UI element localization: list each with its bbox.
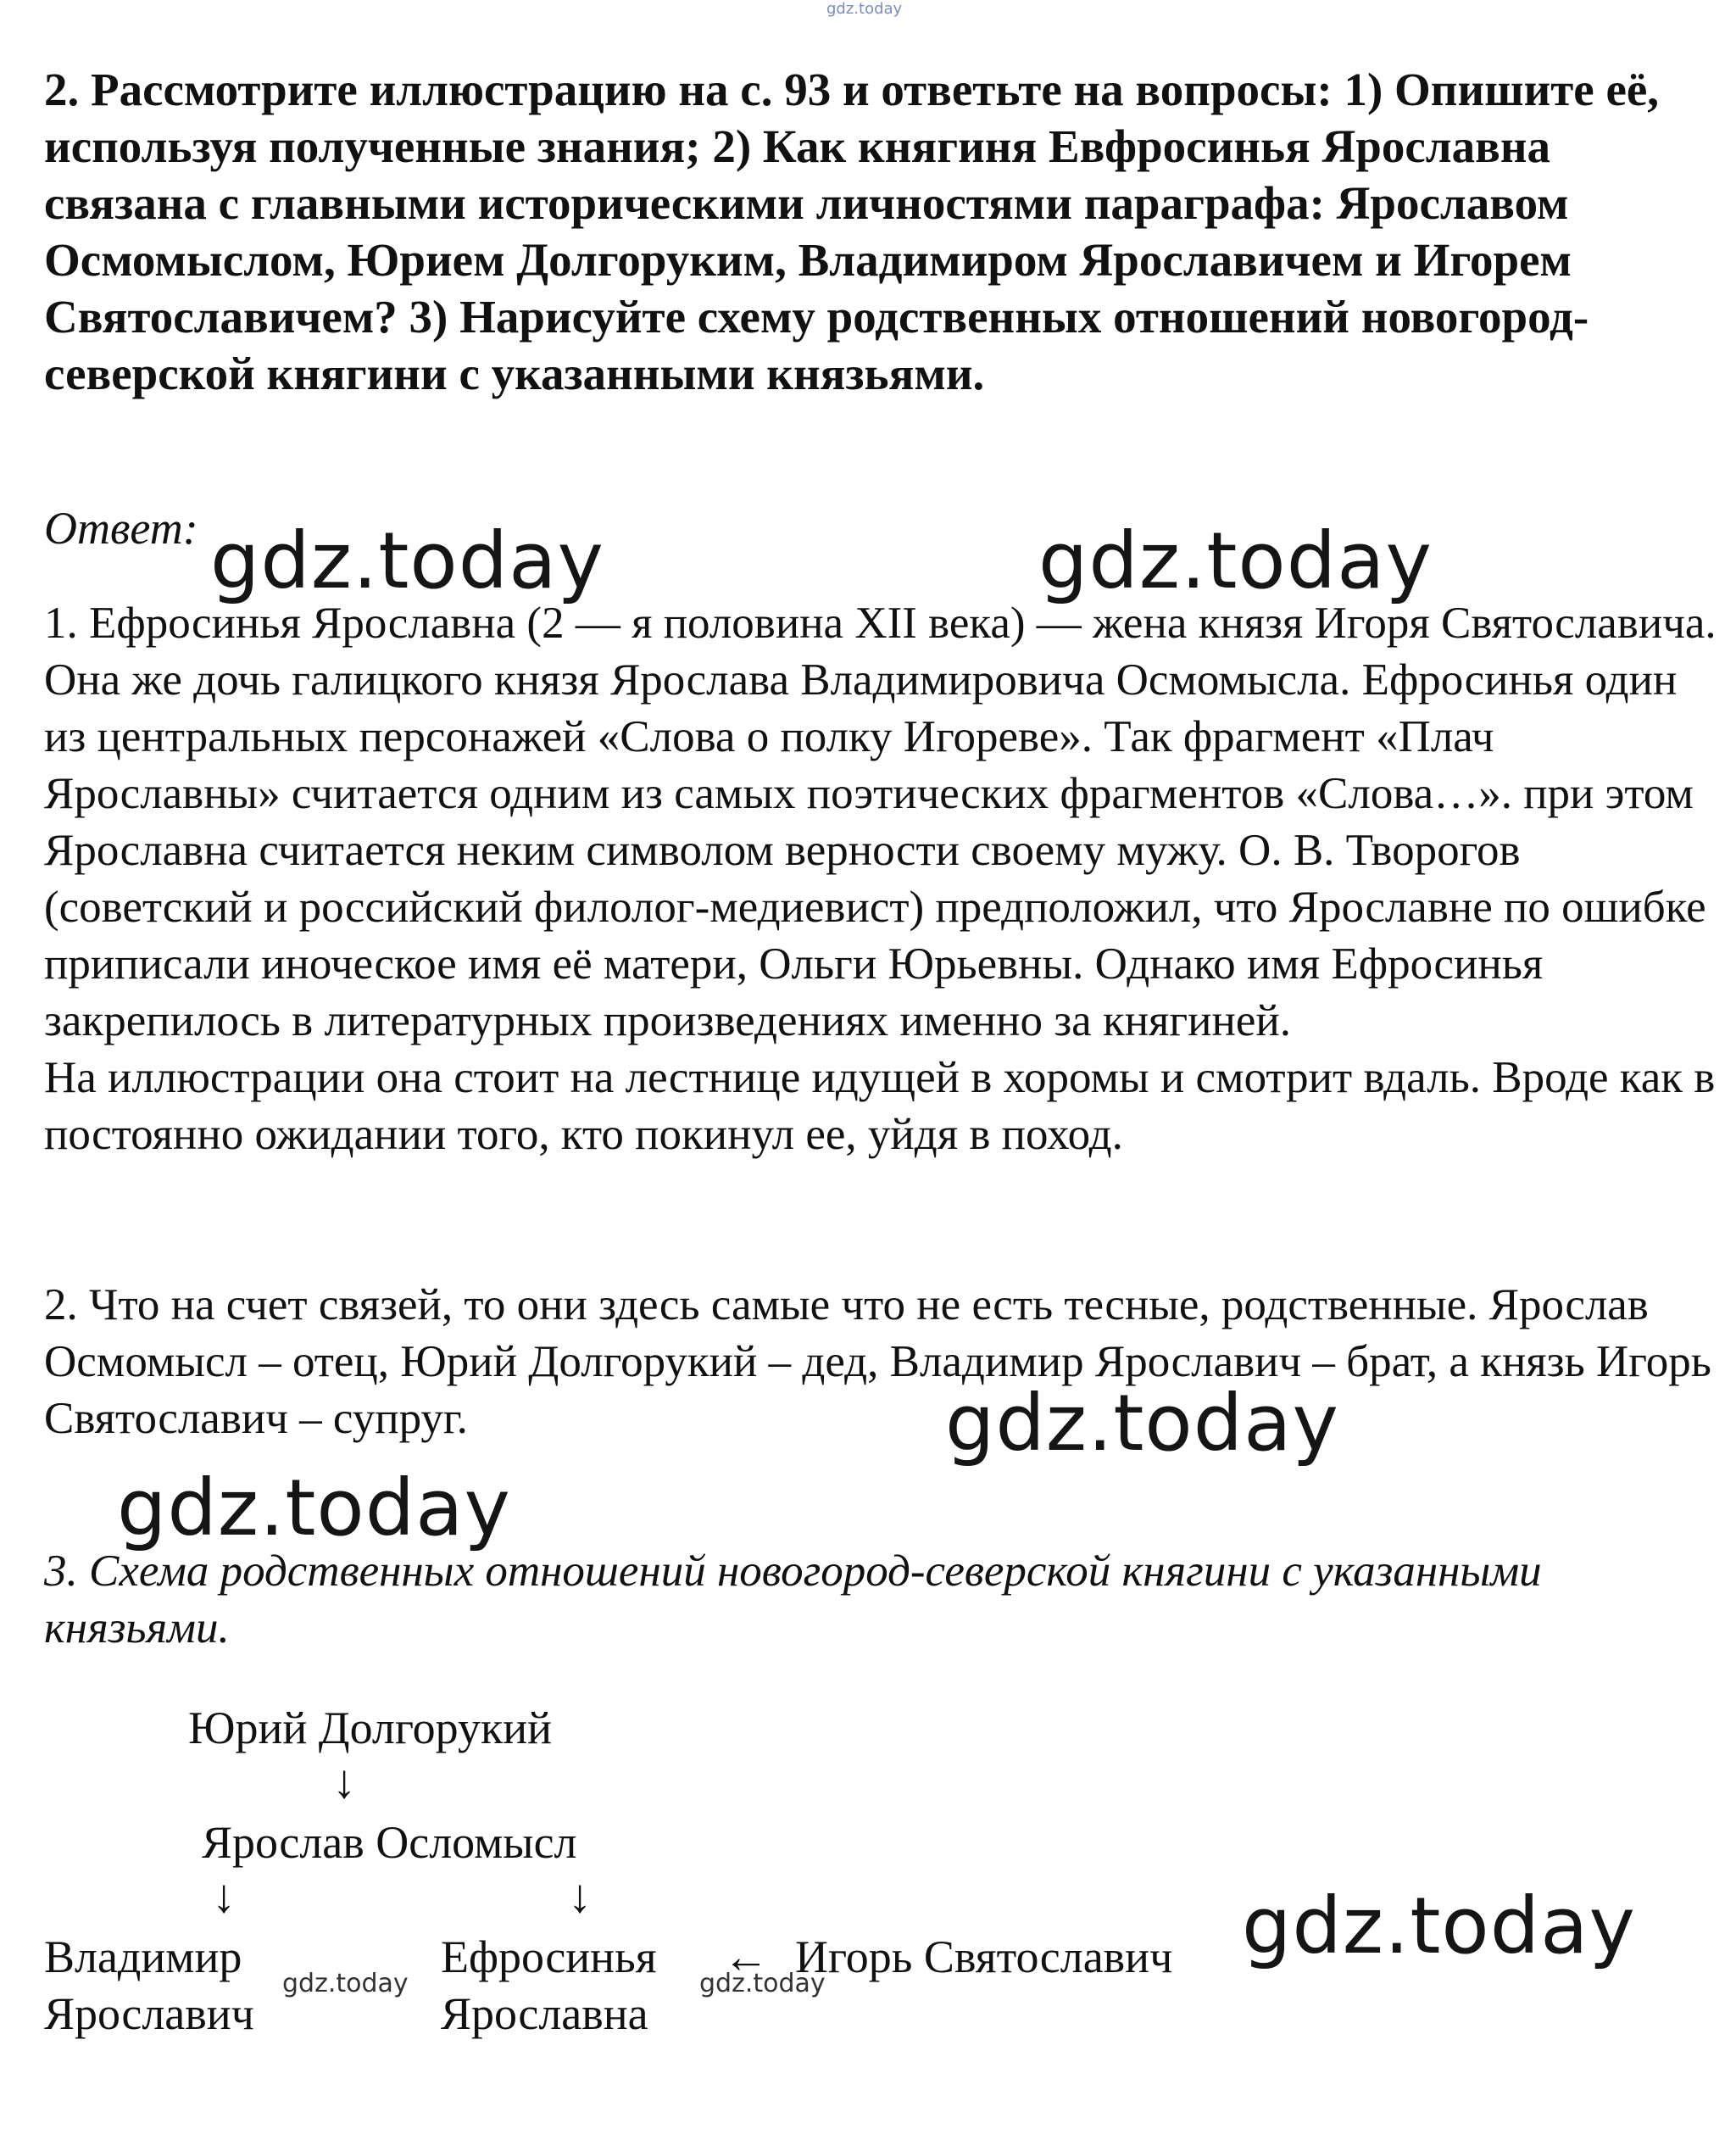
answer-paragraph-2: 2. Что на счет связей, то они здесь самые что не есть тесные, родственные. Ярослав Осмомысл – отец, Юрий Долгорукий – дед, Владимир Ярославич – брат, а князь Игорь Святославич – супруг. (44, 1280, 1711, 1443)
scheme-brother-line2: Ярославич (44, 1988, 254, 2039)
scheme-grandfather: Юрий Долгорукий (188, 1703, 552, 1753)
arrow-left-icon: ← (723, 1931, 769, 1982)
watermark: gdz.today (1038, 515, 1433, 606)
watermark-small: gdz.today (282, 1969, 409, 1998)
scheme-brother-line1: Владимир (44, 1931, 242, 1982)
answer-paragraph-1b-text: На иллюстрации она стоит на лестнице идущей в хоромы и смотрит вдаль. Вроде как в постоянно ожидании того, кто покинул ее, уйдя в поход. (44, 1053, 1716, 1159)
watermark-small: gdz.today (699, 1969, 826, 1998)
scheme-husband: Игорь Святославич (795, 1931, 1173, 1982)
watermark: gdz.today (117, 1463, 511, 1553)
arrow-down-icon: ↓ (212, 1870, 236, 1923)
watermark: gdz.today (1242, 1881, 1636, 1971)
question-text: 2. Рассмотрите иллюстрацию на с. 93 и ответьте на вопросы: 1) Опишите её, используя полученные знания; 2) Как княгиня Евфросинья Ярославна связана с главными историческими личностями параграфа: Ярославом Осмомыслом, Юрием Долгоруким, Владимиром Ярославичем и Игорем Святославичем? 3) Нарисуйте схему родственных отношений новогород-северской княгини с указанными князьями. (44, 64, 1660, 399)
scheme-daughter-line1: Ефросинья (441, 1931, 657, 1982)
arrow-down-icon: ↓ (568, 1870, 592, 1923)
watermark: gdz.today (945, 1378, 1339, 1468)
scheme-daughter-line2: Ярославна (441, 1988, 648, 2039)
answer-paragraph-1-text: 1. Ефросинья Ярославна (2 — я половина XII века) — жена князя Игоря Святославича. Она же дочь галицкого князя Ярослава Владимировича Осмомысла. Ефросинья один из центральных персонажей «Слова о полку Игореве». Так фрагмент «Плач Ярославны» считается одним из самых поэтических фрагментов «Слова…». при этом Ярославна считается неким символом верности своему мужу. О. В. Творогов (советский и российский филолог-медиевист) предположил, что Ярославне по ошибке приписали иноческое имя её матери, Ольги Юрьевны. Однако имя Ефросинья закрепилось в литературных произведениях именно за княгиней. (44, 599, 1717, 1045)
answer-paragraph-1 (44, 595, 1718, 1163)
watermark: gdz.today (210, 515, 604, 606)
watermark-top: gdz.today (826, 0, 903, 18)
scheme-father: Ярослав Осломысл (202, 1817, 577, 1868)
answer-label: Ответ: (44, 503, 198, 554)
arrow-down-icon: ↓ (332, 1756, 356, 1808)
scheme-daughter (441, 1929, 657, 2042)
scheme-title: 3. Схема родственных отношений новогород-северской княгини с указанными князьями. (44, 1546, 1542, 1652)
scheme-brother (44, 1929, 254, 2042)
